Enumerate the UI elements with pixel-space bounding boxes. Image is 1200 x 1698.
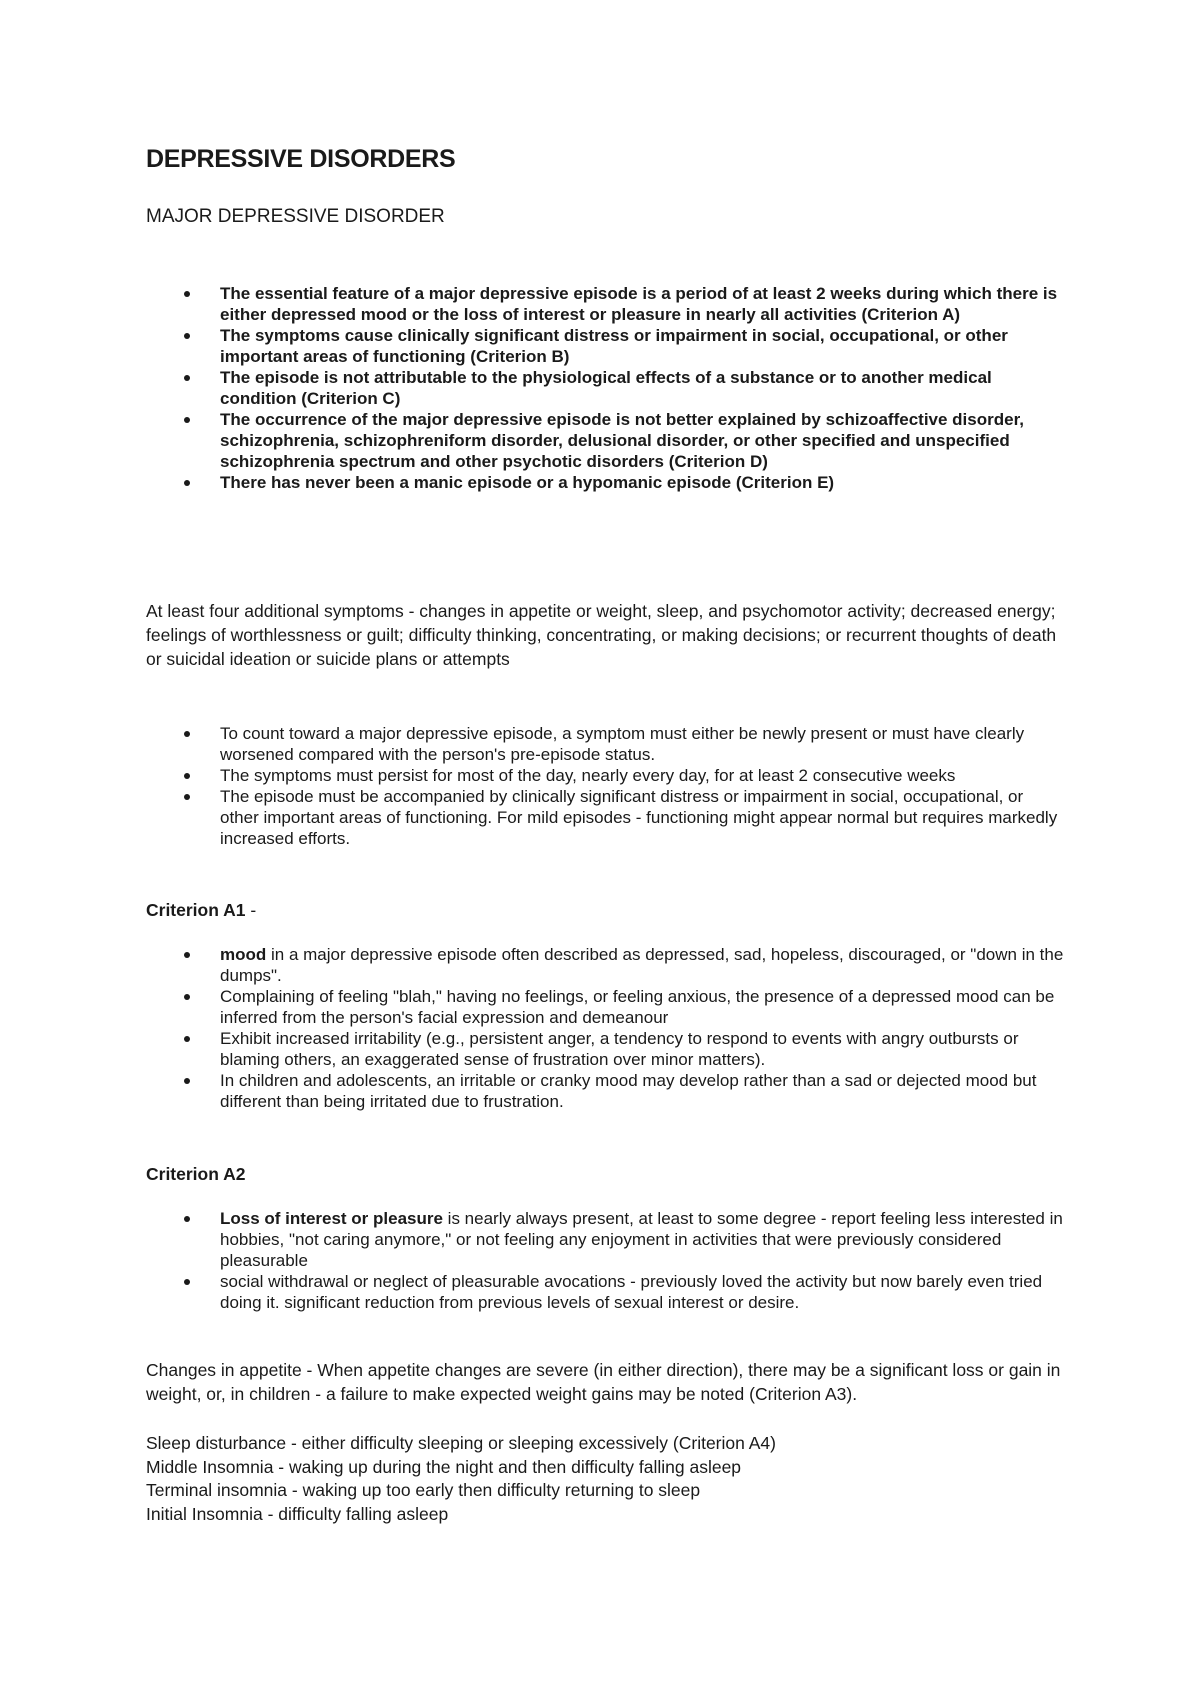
criterion-a1-list — [146, 944, 1066, 1112]
section-title: MAJOR DEPRESSIVE DISORDER — [146, 206, 445, 227]
list-item: There has never been a manic episode or a hypomanic episode (Criterion E) — [146, 472, 1066, 493]
list-item — [146, 1208, 1066, 1271]
additional-symptoms-paragraph — [146, 599, 1066, 671]
list-item: social withdrawal or neglect of pleasurable avocations - previously loved the activity but now barely even tried doing it. significant reduction from previous levels of sexual interest or desire. — [146, 1271, 1066, 1313]
list-item: In children and adolescents, an irritable or cranky mood may develop rather than a sad or dejected mood but different than being irritated due to frustration. — [146, 1070, 1066, 1112]
loss-term: Loss of interest or pleasure — [220, 1209, 443, 1228]
list-item: The essential feature of a major depressive episode is a period of at least 2 weeks during which there is either depressed mood or the loss of interest or pleasure in nearly all activities (Criterion A) — [146, 283, 1066, 325]
loss-text: is nearly always present, at least to some degree - report feeling less interested in hobbies, "not caring anymore," or not feeling any enjoyment in activities that were previously considered pleasurable — [220, 1209, 1063, 1270]
text-line: Middle Insomnia - waking up during the night and then difficulty falling asleep — [146, 1456, 742, 1477]
list-item: To count toward a major depressive episode, a symptom must either be newly present or must have clearly worsened compared with the person's pre-episode status. — [146, 723, 1066, 765]
text-line: Initial Insomnia - difficulty falling asleep — [146, 1503, 449, 1524]
appetite-paragraph — [146, 1358, 1066, 1406]
criterion-a2-heading: Criterion A2 — [146, 1164, 246, 1184]
criterion-a2-list — [146, 1208, 1066, 1313]
text-line: Sleep disturbance - either difficulty sleeping or sleeping excessively (Criterion A4) — [146, 1433, 776, 1453]
paragraph: Changes in appetite - When appetite changes are severe (in either direction), there may be a significant loss or gain in weight, or, in children - a failure to make expected weight gains may be noted (Criterion A3). — [146, 1360, 1061, 1404]
list-item: The episode must be accompanied by clinically significant distress or impairment in social, occupational, or other important areas of functioning. For mild episodes - functioning might appear normal but requires markedly increased efforts. — [146, 786, 1066, 849]
symptom-rules-list — [146, 723, 1066, 849]
list-item — [146, 944, 1066, 986]
list-item: Exhibit increased irritability (e.g., persistent anger, a tendency to respond to events with angry outbursts or blaming others, an exaggerated sense of frustration over minor matters). — [146, 1028, 1066, 1070]
page-title: DEPRESSIVE DISORDERS — [146, 145, 456, 173]
criterion-a1-heading: Criterion A1 - — [146, 900, 257, 920]
list-item: The occurrence of the major depressive episode is not better explained by schizoaffective disorder, schizophrenia, schizophreniform disorder, delusional disorder, or other specified and unspecified schizophrenia spectrum and other psychotic disorders (Criterion D) — [146, 409, 1066, 472]
text-line: Terminal insomnia - waking up too early then difficulty returning to sleep — [146, 1480, 701, 1500]
sleep-paragraph — [146, 1432, 1066, 1526]
list-item: The symptoms cause clinically significant distress or impairment in social, occupational, or other important areas of functioning (Criterion B) — [146, 325, 1066, 367]
mood-term: mood — [220, 945, 267, 964]
mood-text: in a major depressive episode often described as depressed, sad, hopeless, discouraged, or "down in the dumps". — [220, 945, 1064, 985]
criteria-list — [146, 283, 1066, 493]
list-item: The episode is not attributable to the physiological effects of a substance or to another medical condition (Criterion C) — [146, 367, 1066, 409]
list-item: Complaining of feeling "blah," having no feelings, or feeling anxious, the presence of a depressed mood can be inferred from the person's facial expression and demeanour — [146, 986, 1066, 1028]
list-item: The symptoms must persist for most of the day, nearly every day, for at least 2 consecutive weeks — [146, 765, 1066, 786]
paragraph: At least four additional symptoms - changes in appetite or weight, sleep, and psychomotor activity; decreased energy; feelings of worthlessness or guilt; difficulty thinking, concentrating, or making decisions; or recurrent thoughts of death or suicidal ideation or suicide plans or attempts — [146, 601, 1057, 669]
